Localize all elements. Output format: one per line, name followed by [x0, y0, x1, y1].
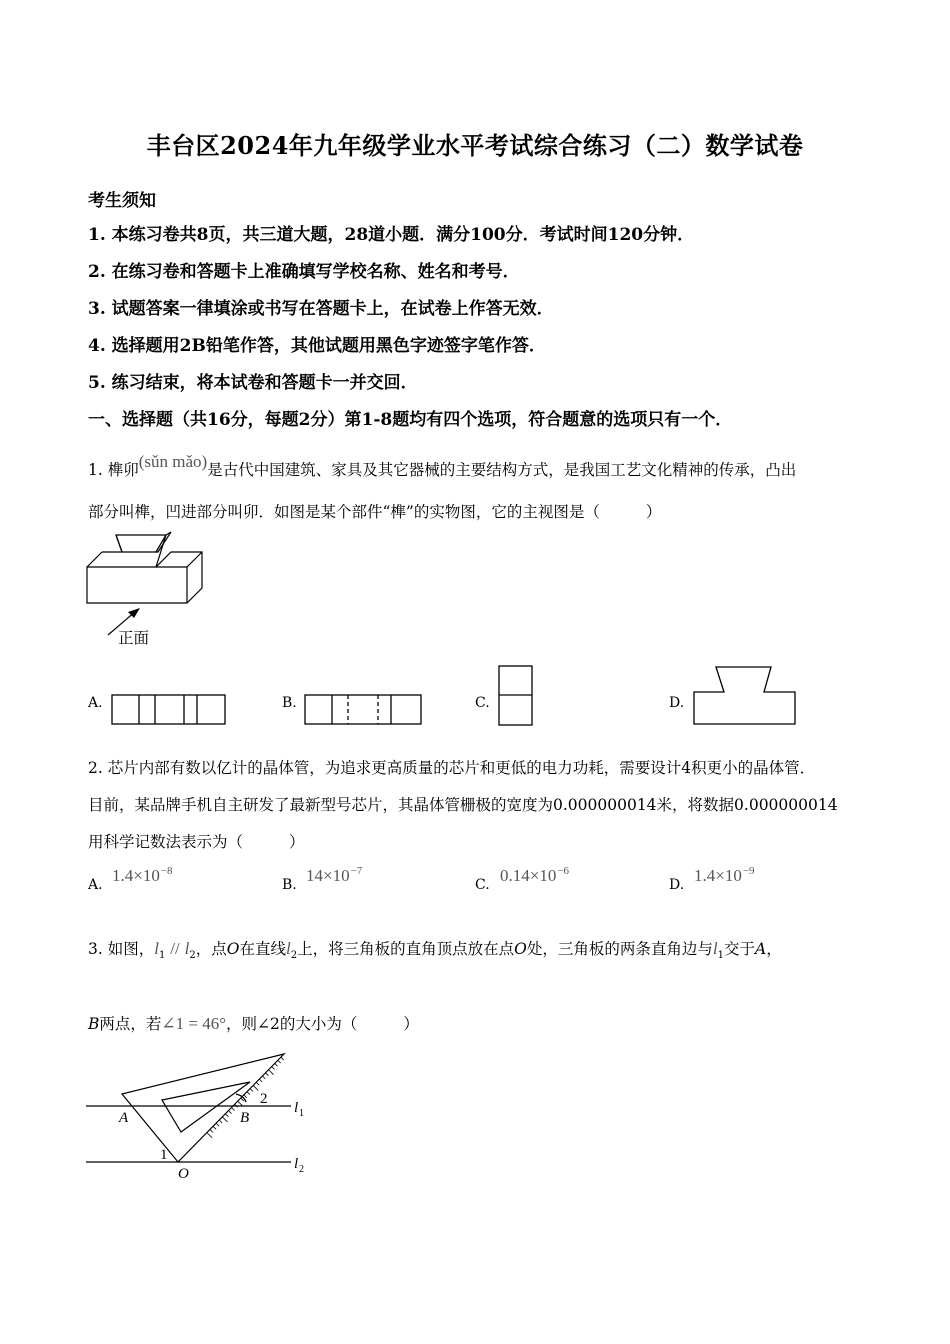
- option-d-figure[interactable]: [693, 666, 799, 728]
- option-a-label[interactable]: A.: [88, 695, 103, 711]
- question-2-line-1: 2. 芯片内部有数以亿计的晶体管，为追求更高质量的芯片和更低的电力功耗，需要设计4积更小的晶体管．: [88, 759, 816, 777]
- pinyin-annotation: (sǔn mǎo): [138, 452, 208, 471]
- front-label: 正面: [118, 629, 150, 647]
- page-title: 丰台区2024年九年级学业水平考试综合练习（二）数学试卷: [146, 131, 804, 160]
- question-1-line-1: [88, 452, 797, 480]
- notice-item-4: 4. 选择题用2B铅笔作答，其他试题用黑色字迹签字笔作答．: [88, 336, 546, 356]
- ruler-tick: [222, 1117, 227, 1122]
- question-3-line-2: B两点，若∠1 = 46°，则∠2的大小为（ ）: [88, 1014, 419, 1033]
- section-1-heading: 一、选择题（共16分，每题2分）第1-8题均有四个选项，符合题意的选项只有一个．: [88, 410, 733, 430]
- q2-option-a-value[interactable]: $1.4\times 10^{-8}$: [112, 865, 173, 885]
- label-angle-1: 1: [160, 1147, 168, 1163]
- label-l2-sub: 2: [299, 1164, 304, 1175]
- q2-option-c-label[interactable]: C.: [475, 877, 490, 893]
- ruler-tick: [226, 1114, 229, 1117]
- question-1-text: 是古代中国建筑、家具及其它器械的主要结构方式，是我国工艺文化精神的传承，凸出: [207, 461, 797, 479]
- question-1-line-2: 部分叫榫，凹进部分叫卯．如图是某个部件“榫”的实物图，它的主视图是（ ）: [88, 503, 662, 521]
- ruler-tick: [244, 1095, 247, 1098]
- ruler-tick: [219, 1120, 222, 1123]
- question-2-line-3: 用科学记数法表示为（ ）: [88, 833, 305, 851]
- ruler-tick: [269, 1070, 274, 1075]
- question-1-number: 1. 榫卯: [88, 461, 139, 479]
- ruler-tick: [281, 1057, 284, 1060]
- question-3-line-1: 3. 如图，$l_1 // l_2$，点O在直线$l_2$上，将三角板的直角顶点放在点O处，三角板的两条直角边与$l_1$交于A，: [88, 939, 782, 961]
- option-c-label[interactable]: C.: [475, 695, 490, 711]
- q2-option-a-label[interactable]: A.: [88, 877, 103, 893]
- ruler-tick: [213, 1127, 216, 1130]
- label-O: O: [178, 1166, 189, 1182]
- ruler-tick: [253, 1086, 258, 1091]
- notice-heading: 考生须知: [88, 191, 156, 211]
- q2-option-c-value[interactable]: $0.14\times 10^{-6}$: [500, 865, 570, 885]
- question-2-line-2: 目前，某品牌手机自主研发了最新型号芯片，其晶体管栅极的宽度为0.000000014米，将数据0.000000014: [88, 796, 838, 814]
- ruler-tick: [266, 1073, 269, 1076]
- label-B: B: [240, 1110, 250, 1126]
- ruler-tick: [247, 1092, 250, 1095]
- notice-item-2: 2. 在练习卷和答题卡上准确填写学校名称、姓名和考号．: [88, 262, 520, 282]
- label-A: A: [119, 1110, 129, 1126]
- label-l1-sub: 1: [299, 1108, 304, 1119]
- notice-item-1: 1. 本练习卷共8页，共三道大题，28道小题．满分100分．考试时间120分钟．: [88, 225, 695, 245]
- ruler-tick: [250, 1089, 253, 1092]
- notice-item-5: 5. 练习结束，将本试卷和答题卡一并交回．: [88, 373, 418, 393]
- option-d-label[interactable]: D.: [669, 695, 685, 711]
- q2-option-b-value[interactable]: $14\times 10^{-7}$: [306, 865, 363, 885]
- triangle-ruler-figure: [86, 1052, 326, 1182]
- option-b-label[interactable]: B.: [282, 695, 297, 711]
- ruler-tick: [216, 1123, 219, 1126]
- ruler-tick: [207, 1133, 212, 1138]
- q2-option-d-value[interactable]: $1.4\times 10^{-9}$: [694, 865, 755, 885]
- option-a-figure[interactable]: [111, 694, 227, 726]
- tenon-3d-figure: [86, 532, 216, 612]
- option-b-figure[interactable]: [304, 694, 424, 726]
- ruler-tick: [256, 1082, 259, 1085]
- triangle-outer: [122, 1054, 284, 1162]
- option-c-figure[interactable]: [498, 665, 534, 727]
- label-l1: l: [294, 1100, 299, 1116]
- ruler-tick: [262, 1076, 265, 1079]
- label-angle-2: 2: [260, 1091, 268, 1107]
- ruler-tick: [278, 1060, 281, 1063]
- notice-item-3: 3. 试题答案一律填涂或书写在答题卡上，在试卷上作答无效．: [88, 299, 554, 319]
- label-l2: l: [294, 1156, 299, 1172]
- ruler-tick: [275, 1063, 278, 1066]
- q2-option-b-label[interactable]: B.: [282, 877, 297, 893]
- ruler-tick: [229, 1111, 232, 1114]
- ruler-tick: [232, 1108, 235, 1111]
- ruler-tick: [259, 1079, 262, 1082]
- q2-option-d-label[interactable]: D.: [669, 877, 685, 893]
- ruler-tick: [210, 1130, 213, 1133]
- ruler-tick: [272, 1067, 275, 1070]
